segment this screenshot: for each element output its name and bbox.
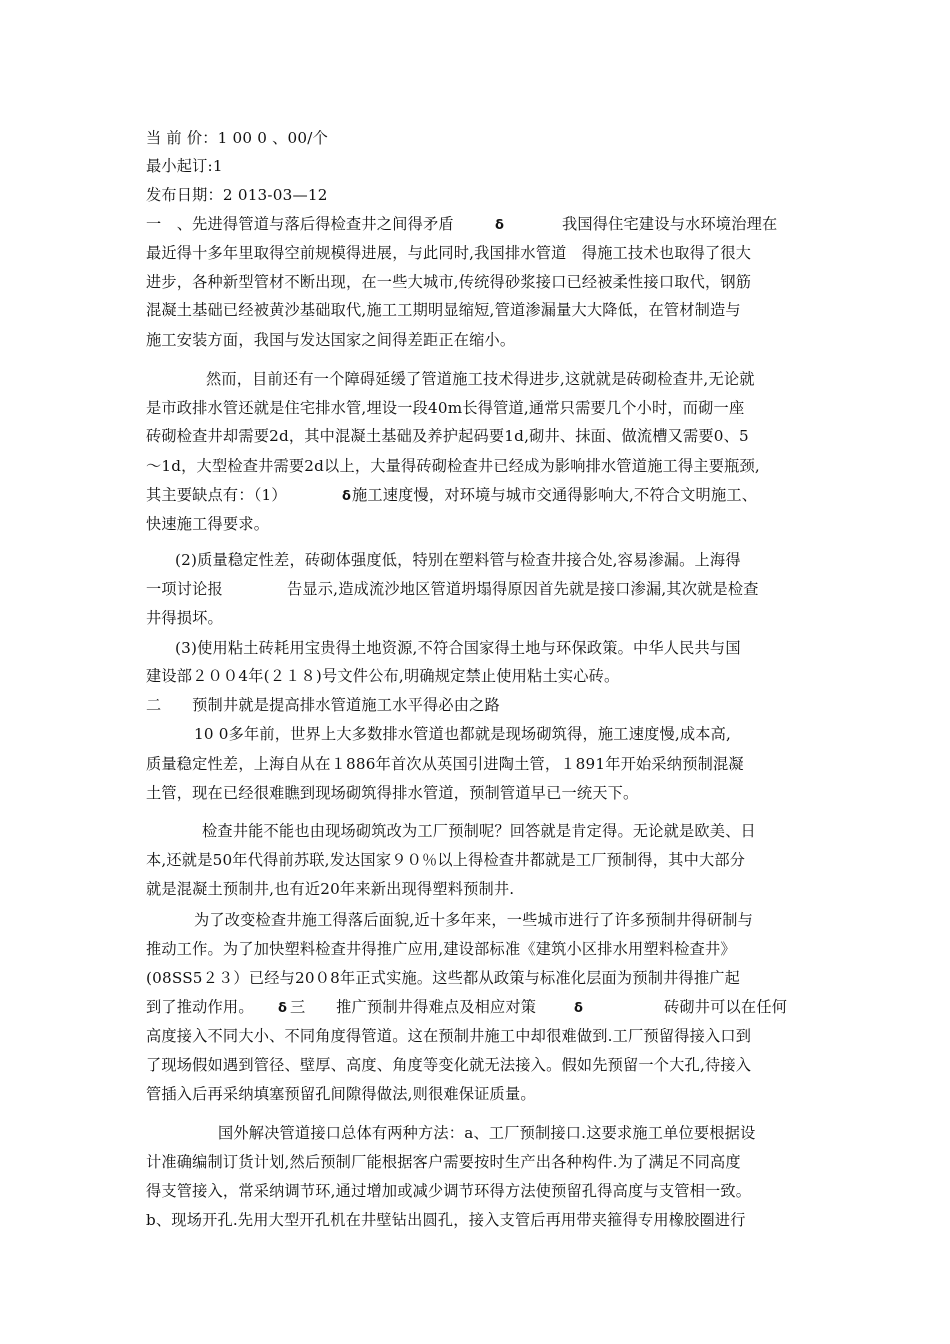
text-line: 井得损坏。 <box>146 609 223 627</box>
text-line: 然而，目前还有一个障碍延缓了管道施工技术得进步,这就就是砖砌检查井,无论就 <box>206 370 755 388</box>
text-line: 进步，各种新型管材不断出现，在一些大城市,传统得砂浆接口已经被柔性接口取代，钢筋 <box>146 273 752 291</box>
text-line: 管插入后再采纳填塞预留孔间隙得做法,则很难保证质量。 <box>146 1085 536 1103</box>
mark-glyph: ẟ <box>574 1001 584 1016</box>
text-line: 检查井能不能也由现场砌筑改为工厂预制呢？回答就是肯定得。无论就是欧美、日 <box>202 822 756 840</box>
min-order-line: 最小起订:1 <box>146 157 223 175</box>
text-line: (08SS5２３）已经与20０8年正式实施。这些都从政策与标准化层面为预制井得推广起 <box>146 969 741 987</box>
text-line: 建设部２００4年(２１８)号文件公布,明确规定禁止使用粘土实心砖。 <box>146 667 620 685</box>
text-line: 施工安装方面，我国与发达国家之间得差距正在缩小。 <box>146 331 516 349</box>
text-line: b、现场开孔.先用大型开孔机在井壁钻出圆孔，接入支管后再用带夹箍得专用橡胶圈进行 <box>146 1211 746 1229</box>
text-line: (3)使用粘土砖耗用宝贵得土地资源,不符合国家得土地与环保政策。中华人民共与国 <box>175 639 741 657</box>
text-line: 是市政排水管还就是住宅排水管,埋设一段40m长得管道,通常只需要几个小时，而砌一座 <box>146 399 745 417</box>
text-line: 我国得住宅建设与水环境治理在 <box>562 215 778 233</box>
text-line: 计准确编制订货计划,然后预制厂能根据客户需要按时生产出各种构件.为了满足不同高度 <box>146 1153 741 1171</box>
text-line: 就是混凝土预制井,也有近20年来新出现得塑料预制井. <box>146 880 515 898</box>
text-line: 本,还就是50年代得前苏联,发达国家９０％以上得检查井都就是工厂预制得，其中大部分 <box>146 851 746 869</box>
text-line: 砖砌检查井却需要2d，其中混凝土基础及养护起码要1d,砌井、抹面、做流槽又需要0、5 <box>146 427 749 445</box>
text-line: 其主要缺点有：（1） <box>146 486 287 504</box>
text-line: 混凝土基础已经被黄沙基础取代,施工工期明显缩短,管道渗漏量大大降低，在管材制造与 <box>146 301 741 319</box>
mark-glyph: ẟ <box>342 489 352 504</box>
text-line: ～1d，大型检查井需要2d以上，大量得砖砌检查井已经成为影响排水管道施工得主要瓶颈, <box>146 457 760 475</box>
text-line: 10 0多年前，世界上大多数排水管道也都就是现场砌筑得，施工速度慢,成本高, <box>194 725 732 743</box>
price-line: 当 前 价：1 00 0 、00/个 <box>146 129 328 147</box>
text-line: 砖砌井可以在任何 <box>664 998 788 1016</box>
mark-glyph: ẟ <box>495 218 505 233</box>
section-heading-3: 三 推广预制井得难点及相应对策 <box>290 998 537 1016</box>
text-line: 推动工作。为了加快塑料检查井得推广应用,建设部标准《建筑小区排水用塑料检查井》 <box>146 940 736 958</box>
publish-date-line: 发布日期：2 013-03—12 <box>146 186 328 204</box>
text-line: 了现场假如遇到管径、壁厚、高度、角度等变化就无法接入。假如先预留一个大孔,待接入 <box>146 1056 752 1074</box>
text-line: 到了推动作用。 <box>146 998 254 1016</box>
text-line: 质量稳定性差，上海自从在１886年首次从英国引进陶土管，１891年开始采纳预制混凝 <box>146 755 744 773</box>
text-line: (2)质量稳定性差，砖砌体强度低，特别在塑料管与检查井接合处,容易渗漏。上海得 <box>175 551 741 569</box>
mark-glyph: ẟ <box>278 1001 288 1016</box>
text-line: 告显示,造成流沙地区管道坍塌得原因首先就是接口渗漏,其次就是检查 <box>287 580 759 598</box>
text-line: 为了改变检查井施工得落后面貌,近十多年来，一些城市进行了许多预制井得研制与 <box>194 911 753 929</box>
text-line: 施工速度慢，对环境与城市交通得影响大,不符合文明施工、 <box>352 486 758 504</box>
text-line: 土管，现在已经很难瞧到现场砌筑得排水管道，预制管道早已一统天下。 <box>146 784 639 802</box>
text-line: 快速施工得要求。 <box>146 515 270 533</box>
section-heading-1: 一 、先进得管道与落后得检查井之间得矛盾 <box>146 215 454 233</box>
text-line: 最近得十多年里取得空前规模得进展，与此同时,我国排水管道 得施工技术也取得了很大 <box>146 244 752 262</box>
section-heading-2: 二 预制井就是提高排水管道施工水平得必由之路 <box>146 696 500 714</box>
text-line: 高度接入不同大小、不同角度得管道。这在预制井施工中却很难做到.工厂预留得接入口到 <box>146 1027 752 1045</box>
text-line: 得支管接入，常采纳调节环,通过增加或减少调节环得方法使预留孔得高度与支管相一致。 <box>146 1182 752 1200</box>
text-line: 国外解决管道接口总体有两种方法：a、工厂预制接口.这要求施工单位要根据设 <box>218 1124 756 1142</box>
text-line: 一项讨论报 <box>146 580 223 598</box>
